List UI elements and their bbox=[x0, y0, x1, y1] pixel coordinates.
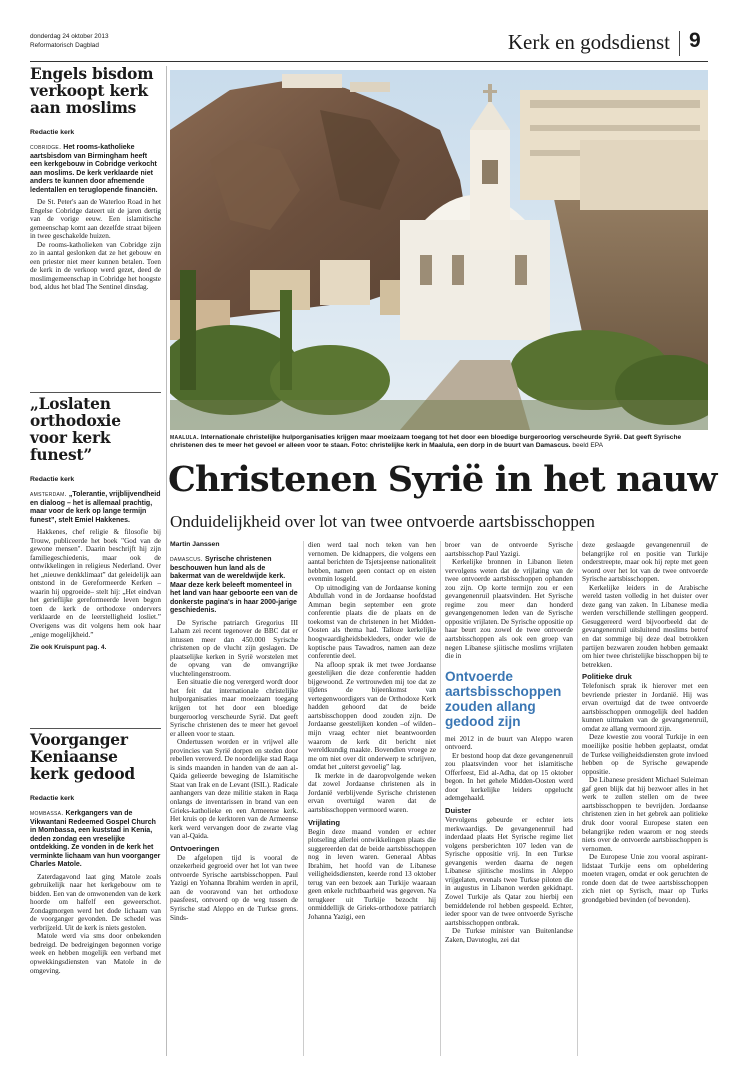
sidebar-rule bbox=[30, 728, 161, 729]
issue-date: donderdag 24 oktober 2013 bbox=[30, 33, 109, 40]
pull-quote: Ontvoerde aartsbisschoppen zouden allang gedood zijn bbox=[445, 668, 562, 729]
paragraph: broer van de ontvoerde Syrische aartsbisschop Paul Yazigi. bbox=[445, 541, 573, 558]
paragraph: Op uitnodiging van de Jordaanse koning Abdullah vond in de Jordaanse hoofdstad Amman begin september een grote conferentie plaats die de plaats en de toekomst van de christenen in het Midden-Oosten als thema had. Talloze kerkelijke hoogwaardigheidsbekleders, onder wie de koptische paus Tawadros, namen aan deze conferentie deel. bbox=[308, 583, 436, 661]
dateline: damascus. bbox=[170, 556, 203, 563]
paragraph: Ondertussen worden er in vrijwel alle provincies van Syrië dorpen en steden door rebellen veroverd. De noordelijke stad Raqa is sinds maanden in handen van de aan al-Qaida gelieerde beweging de Islamitische Staat van Irak en de Levant (ISIL). Radicale aanhangers van deze militie staken in Raqa onlangs de inventarissen in brand van een Grieks-katholieke en een Armeense kerk. Het kruis op de kerktoren van de Armeense kerk werd vervangen door de zwarte vlag van al-Qaida. bbox=[170, 738, 298, 841]
see-also: Zie ook Kruispunt pag. 4. bbox=[30, 644, 107, 652]
main-headline: Christenen Syrië in het nauw bbox=[168, 459, 717, 500]
article-lead: Kerkgangers van de Vikwantani Redeemed Gospel Church in Mombassa, een kuststad in Kenia, deden zondag een vreselijke ontdekking. Ze vonden in de kerk het verminkte lichaam van hun voorganger Charles Matole. bbox=[30, 810, 161, 868]
paragraph: Kerkelijke leiders in de Arabische wereld tasten volledig in het duister over deze gang van zaken. In Libanese media werden verschillende stellingen geopperd. Gesuggereerd werd bijvoorbeeld dat de gevangenenruil uitsluitend moslims betrof en dat sommige bij deze deal betrokken partijen bezwaren zouden hebben gemaakt om hier twee christelijke bisschoppen bij te betrekken. bbox=[582, 583, 708, 669]
paragraph: Een situatie die nog verergerd wordt door het feit dat internationale christelijke hulporganisaties maar moeizaam toegang krijgen tot het door een bloedige burgeroorlog verscheurde Syrië. Dat geeft Syrische christenen des te meer het gevoel er alleen voor te staan. bbox=[170, 678, 298, 738]
paragraph: dien werd taal noch teken van hen vernomen. De kidnappers, die volgens een aantal berichten de Tsjetsjeense nationaliteit hebben, namen geen contact op en eisten evenmin losgeld. bbox=[308, 541, 436, 584]
article-headline: Engels bisdom verkoopt kerk aan moslims bbox=[30, 65, 154, 117]
article-lead: Het rooms-katholieke aartsbisdom van Birmingham heeft een kerkgebouw in Cobridge verkocht aan moslims. De kerk verklaarde niet anders te kunnen door afnemende ledentallen en teruglopende financiën. bbox=[30, 144, 158, 194]
paragraph: Telefonisch sprak ik hierover met een bevriende priester in Jordanië. Hij was ervan overtuigd dat de twee ontvoerde aartsbisschoppen onmogelijk deel hadden kunnen uitmaken van de gevangenenruil, omdat ze allang vermoord zijn. bbox=[582, 682, 708, 733]
paragraph: Zaterdagavond laat ging Matole zoals gebruikelijk naar het kerkgebouw om te bidden. Een van de omwonenden van de kerk hoorde om halfelf een geweerschot. Zondagmorgen werd het dode lichaam van de voorganger gevonden. De schedel was verbrijzeld. Uit de kerk is niets gestolen. bbox=[30, 872, 161, 932]
subhead: Ontvoeringen bbox=[170, 843, 220, 853]
main-column-3 bbox=[445, 541, 573, 944]
article-photo bbox=[170, 70, 708, 430]
dateline: mombassa. bbox=[30, 810, 64, 817]
photo-caption bbox=[170, 434, 708, 451]
paragraph: deze geslaagde gevangenenruil de belangrijke rol en positie van Turkije onderstreepte, maar ook hij repte met geen woord over het lot van de twee ontvoerde Syrische aartsbisschoppen. bbox=[582, 541, 708, 584]
main-column-1 bbox=[170, 541, 298, 922]
main-column-2 bbox=[308, 541, 436, 922]
caption-text: Internationale christelijke hulporganisaties krijgen maar moeizaam toegang tot het door een bloedige burgeroorlog verscheurde Syrië. Dat geeft Syrische christenen des te meer het gevoel er alleen voor te staan. Foto: christelijke kerk in Maalula, een dorp in de buurt van Damascus. bbox=[170, 434, 682, 450]
sidebar-article-2 bbox=[30, 396, 161, 651]
article-byline: Redactie kerk bbox=[30, 129, 75, 136]
paragraph: De Syrische patriarch Gregorius III Laham zei recent tegenover de BBC dat er intussen meer dan 450.000 Syrische christenen op de vlucht zijn geslagen. De plaatselijke kerken in Syrië worstelen met de opvang van de omvangrijke vluchtelingenstroom. bbox=[170, 618, 298, 678]
article-lead: „Tolerantie, vrijblijvendheid en dialoog – het is allemaal prachtig, maar voor de kerk op lange termijn funest”, stelt Emiel Hakkenes. bbox=[30, 491, 161, 524]
paragraph: Begin deze maand vonden er echter plotseling allerlei ontwikkelingen plaats die suggereerden dat de beide aartsbisschoppen nog in leven waren. Generaal Abbas Ibrahim, het hoofd van de Libanese veiligheidsdiensten, keerde rond 13 oktober terug van een bezoek aan Turkije waaraan geen enkele ruchtbaarheid was gegeven. Na terugkeer uit Turkije bezocht hij onmiddellijk de Grieks-orthodoxe patriarch Johanna Yazigi, een bbox=[308, 827, 436, 921]
paragraph: Ik merkte in de daaropvolgende weken dat zowel Jordaanse christenen als in Jordanië verblijvende Syrische christenen ervan overtuigd waren dat de aartsbisschoppen vermoord waren. bbox=[308, 771, 436, 814]
paragraph: Vervolgens gebeurde er echter iets merkwaardigs. De gevangenenruil had inderdaad plaats Het Syrische regime liet volgens persberichten 107 leden van de Syrische oppositie vrij. In een Turkse gevangenis werden daarna de negen Libanese sjiitische moslims in Aleppo vrijgelaten, evenals twee Turkse piloten die in augustus in Libanon werden gekidnapt. Zowel Turkije als Qatar zou hierbij een bemiddelende rol hebben gespeeld. Echter, ieder spoor van de twee ontvoerde Syrische aartsbisschoppen ontbrak. bbox=[445, 816, 573, 927]
main-byline: Martin Janssen bbox=[170, 541, 220, 548]
subhead: Vrijlating bbox=[308, 817, 341, 827]
header-rule bbox=[30, 61, 708, 62]
paragraph: De afgelopen tijd is vooral de onzekerheid gegroeid over het lot van twee ontvoerde Syrische aartsbisschoppen. Paul Yazigi en Yohanna Ibrahim werden in april, aan de vooravond van het orthodoxe paasfeest, ontvoerd op de weg tussen de Syrische stad Aleppo en de Turkse grens. Sinds- bbox=[170, 853, 298, 922]
paragraph: Hakkenes, chef religie & filosofie bij Trouw, publiceerde het boek "God van de gewone mensen". Daarin beschrijft hij zijn familiegeschiedenis, maar ook de ontwikkelingen in religieus Nederland. Over het „nieuwe denkklimaat” dat geleidelijk aan ontstond in de Gereformeerde Kerken –waarin hij opgroeide– stelt hij: „Het eindvan het gerieflijke gereformeerde leven begon toen de kerk de orthodoxe ondervers verklaarde en de leerstelligheid losliet.” Overigens was dit volgens hem ook haar „enige mogelijkheid.” bbox=[30, 528, 161, 639]
caption-place: maalula. bbox=[170, 434, 199, 441]
paragraph: De rooms-katholieken van Cobridge zijn zo in aantal geslonken dat ze het gebouw en een priester niet meer kunnen betalen. Toen de kerk in de verkoop werd gezet, deed de moslimgemeenschap in Cobridge het hoogste bod, aldus het blad The Sentinel dinsdag. bbox=[30, 240, 161, 292]
photo-credit: beeld EPA bbox=[572, 442, 604, 450]
main-column-4 bbox=[582, 541, 708, 904]
paragraph: Na afloop sprak ik met twee Jordaanse geestelijken die deze conferentie hadden bijgewoond. Ze vertrouwden mij toe dat ze tijdens de bijeenkomst van vertegenwoordigers van de Orthodoxe Kerk hadden gehoord dat de beide aartsbisschoppen dood zouden zijn. De Jordaanse geestelijken konden –of wilden– mijn vraag echter niet beantwoorden waarom de kerk dit bericht niet wereldkundig maakte. Bovendien vroege ze me om niet over dit onderwerp te schrijven, omdat het „uiterst gevoelig” lag. bbox=[308, 660, 436, 772]
subhead: Politieke druk bbox=[582, 672, 632, 682]
column-divider bbox=[166, 66, 167, 1056]
main-lead: Syrische christenen beschouwen hun land als de bakermat van de wereldwijde kerk. Maar deze kerk beleeft momenteel in het land van haar geboorte een van de donkerste pagina's in haar 2000-jarige geschiedenis. bbox=[170, 556, 298, 614]
maalula-church-photo bbox=[170, 70, 708, 430]
sidebar-article-3 bbox=[30, 732, 161, 975]
paragraph: Er bestond hoop dat deze gevangenenruil zou plaatsvinden voor het islamitische Offerfeest, Eid al-Adha, dat op 15 oktober begon. In het gehele Midden-Oosten werd door kerkelijke leiders opgelucht ademgehaald. bbox=[445, 751, 573, 803]
header-divider bbox=[679, 31, 680, 56]
paragraph: Matole werd via sms door onbekenden bedreigd. De bedreigingen begonnen vorige week en hebben mogelijk een verband met opwekkingsdiensten van Matole in de omgeving. bbox=[30, 932, 161, 975]
page-number: 9 bbox=[689, 29, 701, 52]
article-headline: Voorganger Keniaanse kerk gedood bbox=[30, 731, 135, 783]
sidebar-rule bbox=[30, 392, 161, 393]
paragraph: Kerkelijke bronnen in Libanon lieten vervolgens weten dat de vrijlating van de twee ontvoerde aartsbisschoppen ophanden zou zijn. Op korte termijn zou er een gevangenenruil plaatsvinden. Het Syrische regime zou meer dan honderd gevangengenomen leden van de Syrische oppositie vrijlaten. De Syrische oppositie op haar beurt zou zowel de twee ontvoerde aartsbisschoppen als ook een groep van negen Libanese sjiitische moslims vrijlaten die in bbox=[445, 558, 573, 661]
subhead: Duister bbox=[445, 806, 472, 816]
dateline: cobridge. bbox=[30, 144, 62, 151]
section-title: Kerk en godsdienst bbox=[507, 30, 670, 54]
column-divider bbox=[440, 541, 441, 1056]
paragraph: De Libanese president Michael Suleiman gaf geen blijk dat hij bezwoer alles in het werk te zullen stellen om de twee aartsbisschoppen te bevrijden. Jordaanse christenen zien in het gebrek aan politieke druk door vooral Europese staten een belangrijke reden waarom er nog steeds niets over de ontvoerde aartsbisschoppen is vernomen. bbox=[582, 776, 708, 853]
article-headline: „Loslaten orthodoxie voor kerk funest” bbox=[30, 395, 121, 464]
paragraph: De Europese Unie zou vooral aspirant-lidstaat Turkije eens om opheldering moeten vragen, omdat er ook geruchten de ronde doen dat de twee aartsbisschoppen zich niet op Syrisch, maar op Turks grondgebied bevinden (of bevonden). bbox=[582, 853, 708, 904]
article-byline: Redactie kerk bbox=[30, 795, 75, 802]
dateline: amsterdam. bbox=[30, 491, 67, 498]
sidebar-article-1 bbox=[30, 66, 161, 292]
article-byline: Redactie kerk bbox=[30, 476, 75, 483]
column-divider bbox=[303, 541, 304, 1056]
paragraph: De St. Peter's aan de Waterloo Road in het Engelse Cobridge dateert uit de jaren dertig van de vorige eeuw. Een islamitische gemeenschap komt aan dezelfde straat bijeen in twee geschakelde huizen. bbox=[30, 198, 161, 241]
paragraph: Deze kwestie zou vooral Turkije in een moeilijke positie hebben geplaatst, omdat de Turkse veiligheidsdiensten grote invloed hebben op de Syrische gewapende oppositie. bbox=[582, 733, 708, 776]
newspaper-name: Reformatorisch Dagblad bbox=[30, 42, 99, 49]
paragraph: mei 2012 in de buurt van Aleppo waren ontvoerd. bbox=[445, 734, 573, 752]
column-divider bbox=[577, 541, 578, 1056]
paragraph: De Turkse minister van Buitenlandse Zaken, Davutoglu, zei dat bbox=[445, 927, 573, 944]
main-subheadline: Onduidelijkheid over lot van twee ontvoerde aartsbisschoppen bbox=[170, 512, 595, 531]
